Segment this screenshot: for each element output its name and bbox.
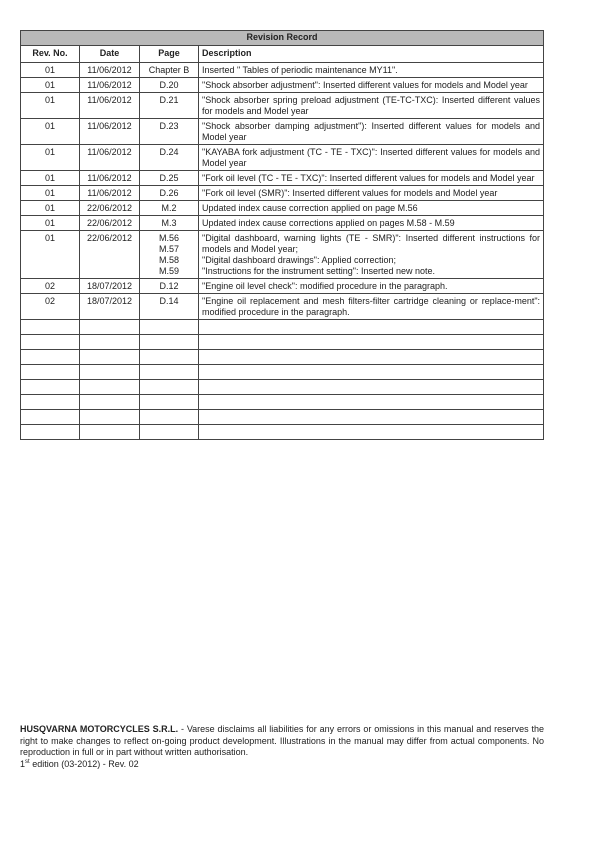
empty-cell <box>80 380 140 395</box>
rev-no-cell: 01 <box>21 186 80 201</box>
description-cell <box>199 171 544 186</box>
description-text: "Fork oil level (TC - TE - TXC)": Inserted different values for models and Model year <box>202 173 535 183</box>
rev-no-cell: 01 <box>21 171 80 186</box>
description-text: "Shock absorber spring preload adjustment (TE-TC-TXC): Inserted different values for models and Model year <box>202 95 541 116</box>
edition-number: 1 <box>20 758 26 769</box>
page-cell <box>140 231 199 279</box>
page-ref: D.24 <box>159 147 179 157</box>
table-row <box>21 231 544 279</box>
page-cell <box>140 201 199 216</box>
date-cell: 22/06/2012 <box>80 201 140 216</box>
empty-cell <box>21 410 80 425</box>
col-header-rev-no: Rev. No. <box>21 46 80 63</box>
description-text: "Digital dashboard, warning lights (TE - SMR)": Inserted different instructions for models and Model year; <box>202 233 541 254</box>
empty-cell <box>21 335 80 350</box>
page-ref: M.2 <box>161 203 177 213</box>
date-cell: 11/06/2012 <box>80 78 140 93</box>
disclaimer-text: - Varese disclaims all liabilities for any errors or omissions in this manual and reserves the right to make changes to reflect on-going product development. Illustrations in the manual may differ from actual components. No reproduction in full or in part without written authorisation. <box>20 724 544 757</box>
page-cell <box>140 63 199 78</box>
table-title: Revision Record <box>21 31 544 46</box>
company-name: HUSQVARNA MOTORCYCLES S.R.L. <box>20 724 179 734</box>
description-cell <box>199 119 544 145</box>
rev-no-cell: 02 <box>21 279 80 294</box>
footer-disclaimer <box>20 724 544 770</box>
empty-cell <box>140 335 199 350</box>
empty-cell <box>21 380 80 395</box>
date-cell: 11/06/2012 <box>80 145 140 171</box>
date-cell: 11/06/2012 <box>80 93 140 119</box>
empty-cell <box>199 335 544 350</box>
empty-row <box>21 350 544 365</box>
empty-cell <box>80 395 140 410</box>
empty-cell <box>21 365 80 380</box>
page-ref: D.20 <box>159 80 179 90</box>
page-ref: M.56 <box>158 233 179 243</box>
page-ref: D.23 <box>159 121 179 131</box>
date-cell: 18/07/2012 <box>80 294 140 320</box>
page-cell <box>140 119 199 145</box>
empty-cell <box>21 350 80 365</box>
date-cell: 22/06/2012 <box>80 216 140 231</box>
empty-cell <box>80 365 140 380</box>
revision-record-table <box>20 30 544 440</box>
table-row <box>21 93 544 119</box>
empty-cell <box>140 410 199 425</box>
page-cell <box>140 78 199 93</box>
table-row <box>21 201 544 216</box>
table-row <box>21 119 544 145</box>
description-cell <box>199 201 544 216</box>
date-cell: 11/06/2012 <box>80 186 140 201</box>
empty-cell <box>140 395 199 410</box>
empty-cell <box>80 350 140 365</box>
page-ref: M.57 <box>158 244 179 254</box>
description-cell <box>199 231 544 279</box>
table-row <box>21 186 544 201</box>
description-cell <box>199 78 544 93</box>
table-row <box>21 171 544 186</box>
empty-row <box>21 410 544 425</box>
page-ref: M.58 <box>158 255 179 265</box>
page-ref: M.59 <box>158 266 179 276</box>
description-text: "Shock absorber adjustment": Inserted different values for models and Model year <box>202 80 528 90</box>
description-text: "Instructions for the instrument setting": Inserted new note. <box>202 266 436 276</box>
description-text: Inserted " Tables of periodic maintenance MY11". <box>202 65 398 75</box>
empty-cell <box>199 350 544 365</box>
empty-cell <box>140 380 199 395</box>
rev-no-cell: 01 <box>21 119 80 145</box>
table-row <box>21 63 544 78</box>
page-ref: D.26 <box>159 188 179 198</box>
page-ref: D.14 <box>159 296 179 306</box>
empty-row <box>21 320 544 335</box>
page-cell <box>140 216 199 231</box>
date-cell: 18/07/2012 <box>80 279 140 294</box>
empty-cell <box>140 350 199 365</box>
col-header-date: Date <box>80 46 140 63</box>
rev-no-cell: 01 <box>21 93 80 119</box>
edition-text: edition (03-2012) - Rev. 02 <box>29 758 139 769</box>
description-text: "Engine oil level check": modified procedure in the paragraph. <box>202 281 448 291</box>
rev-no-cell: 01 <box>21 201 80 216</box>
page-ref: D.12 <box>159 281 179 291</box>
description-cell <box>199 279 544 294</box>
description-text: "Digital dashboard drawings": Applied correction; <box>202 255 396 265</box>
page-cell <box>140 294 199 320</box>
empty-cell <box>199 410 544 425</box>
rev-no-cell: 01 <box>21 78 80 93</box>
description-cell <box>199 216 544 231</box>
col-header-description: Description <box>199 46 544 63</box>
page-cell <box>140 145 199 171</box>
date-cell: 11/06/2012 <box>80 63 140 78</box>
description-cell <box>199 93 544 119</box>
empty-row <box>21 425 544 440</box>
description-text: "KAYABA fork adjustment (TC - TE - TXC)": Inserted different values for models and Model year <box>202 147 541 168</box>
empty-row <box>21 380 544 395</box>
empty-row <box>21 335 544 350</box>
description-text: Updated index cause corrections applied on pages M.58 - M.59 <box>202 218 455 228</box>
table-body <box>21 63 544 440</box>
page-ref: D.25 <box>159 173 179 183</box>
description-text: "Fork oil level (SMR)": Inserted different values for models and Model year <box>202 188 498 198</box>
empty-cell <box>199 395 544 410</box>
empty-cell <box>80 320 140 335</box>
empty-cell <box>21 320 80 335</box>
empty-cell <box>140 425 199 440</box>
date-cell: 11/06/2012 <box>80 119 140 145</box>
empty-cell <box>140 320 199 335</box>
description-text: "Shock absorber damping adjustment"): Inserted different values for models and Model year <box>202 121 541 142</box>
table-row <box>21 279 544 294</box>
rev-no-cell: 01 <box>21 231 80 279</box>
description-text: "Engine oil replacement and mesh filters-filter cartridge cleaning or replace-ment": modified procedure in the paragraph. <box>202 296 541 317</box>
rev-no-cell: 02 <box>21 294 80 320</box>
table-row <box>21 78 544 93</box>
page-ref: D.21 <box>159 95 179 105</box>
description-cell <box>199 186 544 201</box>
empty-cell <box>199 365 544 380</box>
description-cell <box>199 294 544 320</box>
empty-cell <box>80 335 140 350</box>
date-cell: 22/06/2012 <box>80 231 140 279</box>
rev-no-cell: 01 <box>21 63 80 78</box>
edition-ordinal: st <box>25 758 30 765</box>
col-header-page: Page <box>140 46 199 63</box>
empty-cell <box>199 425 544 440</box>
page-cell <box>140 171 199 186</box>
empty-cell <box>199 320 544 335</box>
empty-row <box>21 395 544 410</box>
empty-cell <box>199 380 544 395</box>
description-cell <box>199 63 544 78</box>
page-cell <box>140 93 199 119</box>
page-ref: M.3 <box>161 218 177 228</box>
empty-cell <box>21 425 80 440</box>
table-row <box>21 294 544 320</box>
table-row <box>21 145 544 171</box>
edition-line <box>20 759 139 769</box>
rev-no-cell: 01 <box>21 145 80 171</box>
rev-no-cell: 01 <box>21 216 80 231</box>
table-row <box>21 216 544 231</box>
page-ref: Chapter B <box>148 65 190 75</box>
description-cell <box>199 145 544 171</box>
empty-cell <box>140 365 199 380</box>
page-cell <box>140 186 199 201</box>
page-cell <box>140 279 199 294</box>
empty-cell <box>21 395 80 410</box>
empty-row <box>21 365 544 380</box>
empty-cell <box>80 410 140 425</box>
date-cell: 11/06/2012 <box>80 171 140 186</box>
description-text: Updated index cause correction applied on page M.56 <box>202 203 418 213</box>
empty-cell <box>80 425 140 440</box>
